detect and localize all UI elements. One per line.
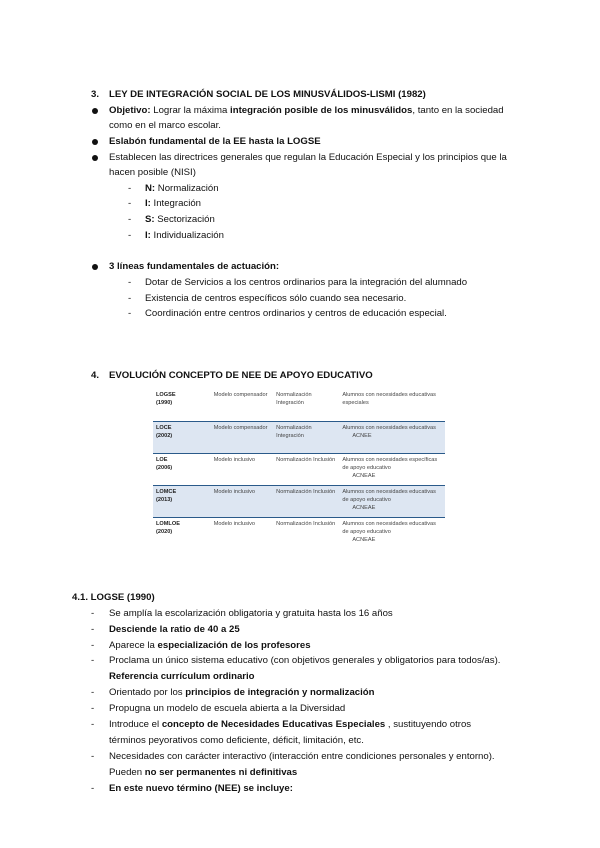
table-row (153, 485, 445, 517)
table-row (153, 421, 445, 453)
objetivo-text-b: , tanto en la sociedad (412, 105, 504, 116)
table-cell-principle: Normalización Integración (273, 421, 339, 453)
objetivo-line-2: como en el marco escolar. (109, 120, 221, 131)
section-3-title: LEY DE INTEGRACIÓN SOCIAL DE LOS MINUSVÁLIDOS-LISMI (1982) (109, 89, 426, 100)
linea-item: Dotar de Servicios a los centros ordinarios para la integración del alumnado (145, 277, 468, 288)
logse-item: Introduce el concepto de Necesidades Educativas Especiales , sustituyendo otros (109, 719, 472, 730)
logse-item: Desciende la ratio de 40 a 25 (109, 624, 240, 635)
nisi-item (145, 197, 201, 210)
table-row (153, 389, 445, 421)
bullet-icon (92, 155, 98, 161)
table-cell-model: Modelo inclusivo (211, 453, 273, 485)
dash-icon: - (91, 783, 95, 794)
section-3-number: 3. (91, 89, 100, 100)
nisi-text: Individualización (150, 230, 224, 241)
lineas-title: 3 líneas fundamentales de actuación: (109, 261, 280, 272)
logse-item: Necesidades con carácter interactivo (interacción entre condiciones personales y entorno). (109, 751, 495, 762)
dash-icon: - (91, 719, 95, 730)
bullet-icon (92, 108, 98, 114)
table-cell-law: LOMLOE (2020) (153, 517, 211, 549)
nisi-text: Normalización (155, 183, 219, 194)
table-cell-model: Modelo inclusivo (211, 485, 273, 517)
dash-icon: - (128, 230, 132, 241)
table-cell-law: LOE (2006) (153, 453, 211, 485)
table-cell-principle: Normalización Inclusión (273, 517, 339, 549)
table-cell-law: LOGSE (1990) (153, 389, 211, 421)
table-cell-principle: Normalización Integración (273, 389, 339, 421)
table-row (153, 453, 445, 485)
objetivo-text-a: Lograr la máxima (153, 105, 228, 116)
dash-icon: - (128, 293, 132, 304)
pueden-text: Pueden no ser permanentes ni definitivas (109, 767, 298, 778)
table-cell-law: LOCE (2002) (153, 421, 211, 453)
nisi-letter: I: (145, 230, 151, 241)
dash-icon: - (128, 277, 132, 288)
linea-item: Existencia de centros específicos sólo cuando sea necesario. (145, 293, 407, 304)
nisi-item (145, 182, 219, 195)
logse-item: Orientado por los principios de integración y normalización (109, 687, 375, 698)
nisi-letter: N: (145, 183, 156, 194)
dash-icon: - (91, 640, 95, 651)
linea-item: Coordinación entre centros ordinarios y centros de educación especial. (145, 308, 447, 319)
dash-icon: - (128, 308, 132, 319)
table-row (153, 517, 445, 549)
objetivo-label: Objetivo: (109, 105, 151, 116)
dash-icon: - (91, 624, 95, 635)
dash-icon: - (128, 198, 132, 209)
nee-evolution-table (153, 389, 445, 549)
table-cell-law: LOMCE (2013) (153, 485, 211, 517)
dash-icon: - (91, 751, 95, 762)
table-cell-principle: Normalización Inclusión (273, 453, 339, 485)
table-cell-principle: Normalización Inclusión (273, 485, 339, 517)
dash-icon: - (91, 687, 95, 698)
table-cell-model: Modelo inclusivo (211, 517, 273, 549)
logse-item: Propugna un modelo de escuela abierta a la Diversidad (109, 703, 346, 714)
terminos-text: términos peyorativos como deficiente, déficit, limitación, etc. (109, 735, 364, 746)
logse-item: En este nuevo término (NEE) se incluye: (109, 783, 293, 794)
table-cell-concept: Alumnos con necesidades específicas de apoyo educativo ACNEAE (339, 453, 445, 485)
dash-icon: - (91, 608, 95, 619)
bullet-icon (92, 139, 98, 145)
nisi-item (145, 229, 224, 242)
referencia-text: Referencia currículum ordinario (109, 671, 255, 682)
logse-item: Proclama un único sistema educativo (con objetivos generales y obligatorios para todos/as). (109, 655, 501, 666)
objetivo-line (109, 104, 504, 117)
nisi-text: Integración (150, 198, 202, 209)
eslabon-text: Eslabón fundamental de la EE hasta la LOGSE (109, 136, 321, 147)
section-4-1-title: 4.1. LOGSE (1990) (72, 592, 155, 603)
section-4-title: EVOLUCIÓN CONCEPTO DE NEE DE APOYO EDUCATIVO (109, 370, 373, 381)
table-cell-concept: Alumnos con necesidades educativas de apoyo educativo ACNEAE (339, 485, 445, 517)
table-cell-model: Modelo compensador (211, 421, 273, 453)
nisi-item (145, 213, 215, 226)
table-cell-concept: Alumnos con necesidades educativas ACNEE (339, 421, 445, 453)
dash-icon: - (91, 655, 95, 666)
dash-icon: - (128, 214, 132, 225)
table-cell-model: Modelo compensador (211, 389, 273, 421)
table-cell-concept: Alumnos con necesidades educativas de apoyo educativo ACNEAE (339, 517, 445, 549)
nisi-text: Sectorización (154, 214, 215, 225)
directrices-line-1: Establecen las directrices generales que regulan la Educación Especial y los principios que la (109, 152, 507, 163)
logse-item: Aparece la especialización de los profesores (109, 640, 311, 651)
section-4-number: 4. (91, 370, 100, 381)
directrices-line-2: hacen posible (NISI) (109, 167, 196, 178)
dash-icon: - (91, 703, 95, 714)
nisi-letter: S: (145, 214, 155, 225)
table-cell-concept: Alumnos con necesidades educativas especiales (339, 389, 445, 421)
bullet-icon (92, 264, 98, 270)
logse-item: Se amplía la escolarización obligatoria y gratuita hasta los 16 años (109, 608, 393, 619)
objetivo-bold: integración posible de los minusválidos (230, 105, 413, 116)
nisi-letter: I: (145, 198, 151, 209)
dash-icon: - (128, 183, 132, 194)
